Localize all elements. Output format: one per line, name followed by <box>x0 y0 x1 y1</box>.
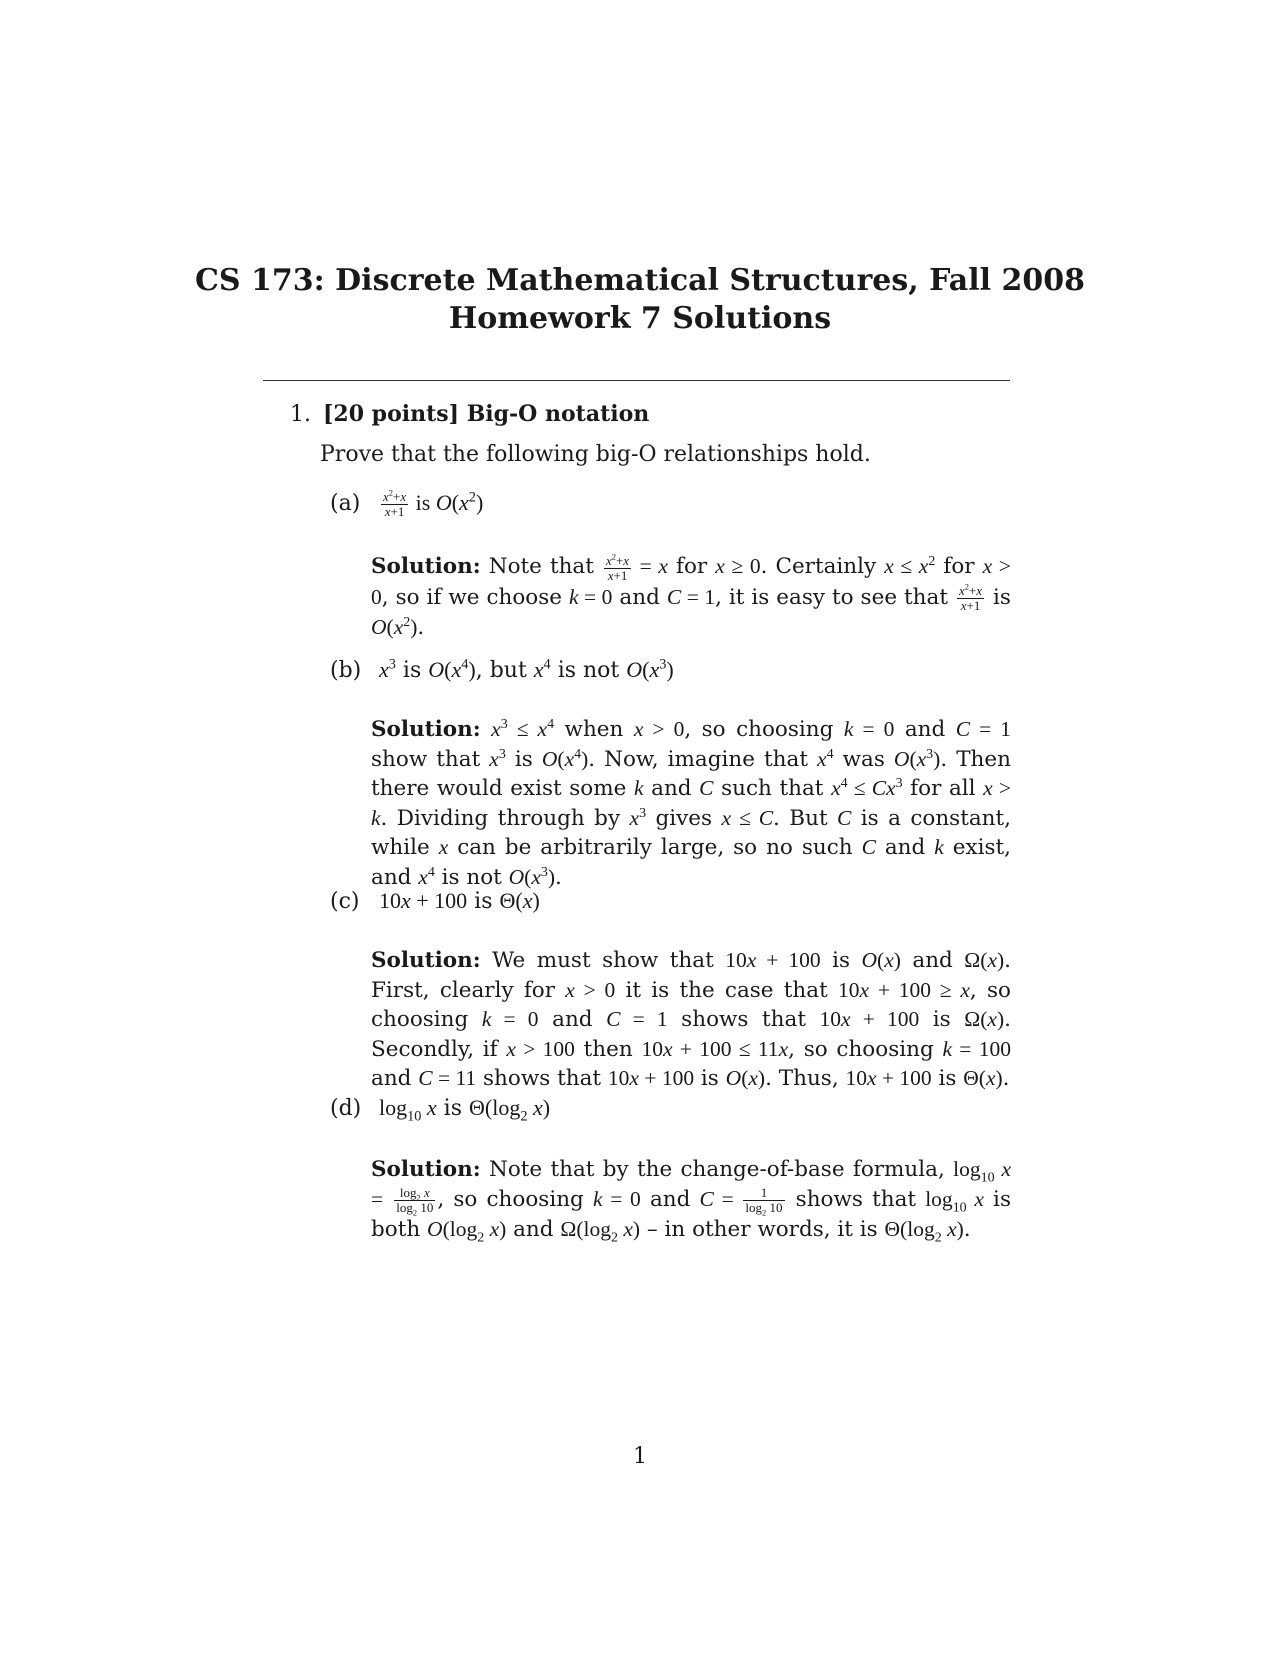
solution-label: Solution: <box>371 948 481 973</box>
part-b-label: (b) <box>330 658 362 683</box>
part-d-solution: Solution: Note that by the change-of-base formula, $\log_{10} x$ = $\frac{\log_2 x}{\log_2 10}$ , so choosing k = 0 and C = $\frac{1}{\log_2 10}$ shows that $\log_{10} x$ is both $O(\log_2$ x) and $\Omega(\log_2$ x) – in other words, it is $\Theta(\log_2$ x). <box>371 1157 1012 1246</box>
document-title <box>0 262 1280 338</box>
problem-number: 1. <box>290 402 311 427</box>
part-c-label: (c) <box>330 889 360 914</box>
title-line-1: CS 173: Discrete Mathematical Structures, Fall 2008 <box>195 263 1085 298</box>
part-c-solution: Solution: We must show that 10x + 100 is O(x) and Ω(x). First, clearly for x > 0 it is the case that 10x + 100 ≥ x, so choosing k = 0 and C = 1 shows that 10x + 100 is Ω(x). Secondly, if x > 100 then 10x + 100 ≤ 11x, so choosing k = 100 and C = 11 shows that 10x + 100 is O(x). Thus, 10x + 100 is Θ(x). <box>371 948 1011 1091</box>
problem-intro: Prove that the following big-O relationships hold. <box>320 442 871 467</box>
page-number: 1 <box>633 1444 647 1469</box>
title-line-2: Homework 7 Solutions <box>448 301 832 336</box>
part-a-statement: (a) $\frac{x^2+x}{x+1}$ is $O(x^2)$ <box>330 488 484 520</box>
part-b-solution: Solution: $x^3 \le x^4$ when x > 0, so choosing k = 0 and C = 1 show that $x^3$ is $O(x^4)$. Now, imagine that $x^4$ was $O(x^3)$. Then there would exist some k and C such that $x^4 \le Cx^3$ for all x > k. Dividing through by $x^3$ gives x ≤ C. But C is a constant, while x can be arbitrarily large, so no such C and k exist, and $x^4$ is not $O(x^3)$. <box>371 716 1011 890</box>
part-d-label: (d) <box>330 1096 362 1121</box>
part-a-solution: Solution: Note that $\frac{x^2+x}{x+1}$ = x for x ≥ 0. Certainly $x \le x^2$ for x > 0, so if we choose k = 0 and C = 1, it is easy to see that $\frac{x^2+x}{x+1}$ is $O(x^2)$. <box>371 551 1011 641</box>
part-c-statement: (c) 10x + 100 is Θ(x) <box>330 888 540 914</box>
problem-heading <box>290 401 649 427</box>
title-divider <box>263 380 1010 381</box>
solution-label: Solution: <box>371 717 481 742</box>
solution-label: Solution: <box>371 554 481 579</box>
part-d-statement: (d) $\log_{10} x$ is $\Theta(\log_2$ x) <box>330 1095 551 1125</box>
part-a-label: (a) <box>330 491 361 516</box>
part-b-statement: (b) $x^3$ is $O(x^4)$, but $x^4$ is not $O(x^3)$ <box>330 656 674 683</box>
problem-title: [20 points] Big-O notation <box>323 401 650 427</box>
solution-label: Solution: <box>371 1157 481 1182</box>
